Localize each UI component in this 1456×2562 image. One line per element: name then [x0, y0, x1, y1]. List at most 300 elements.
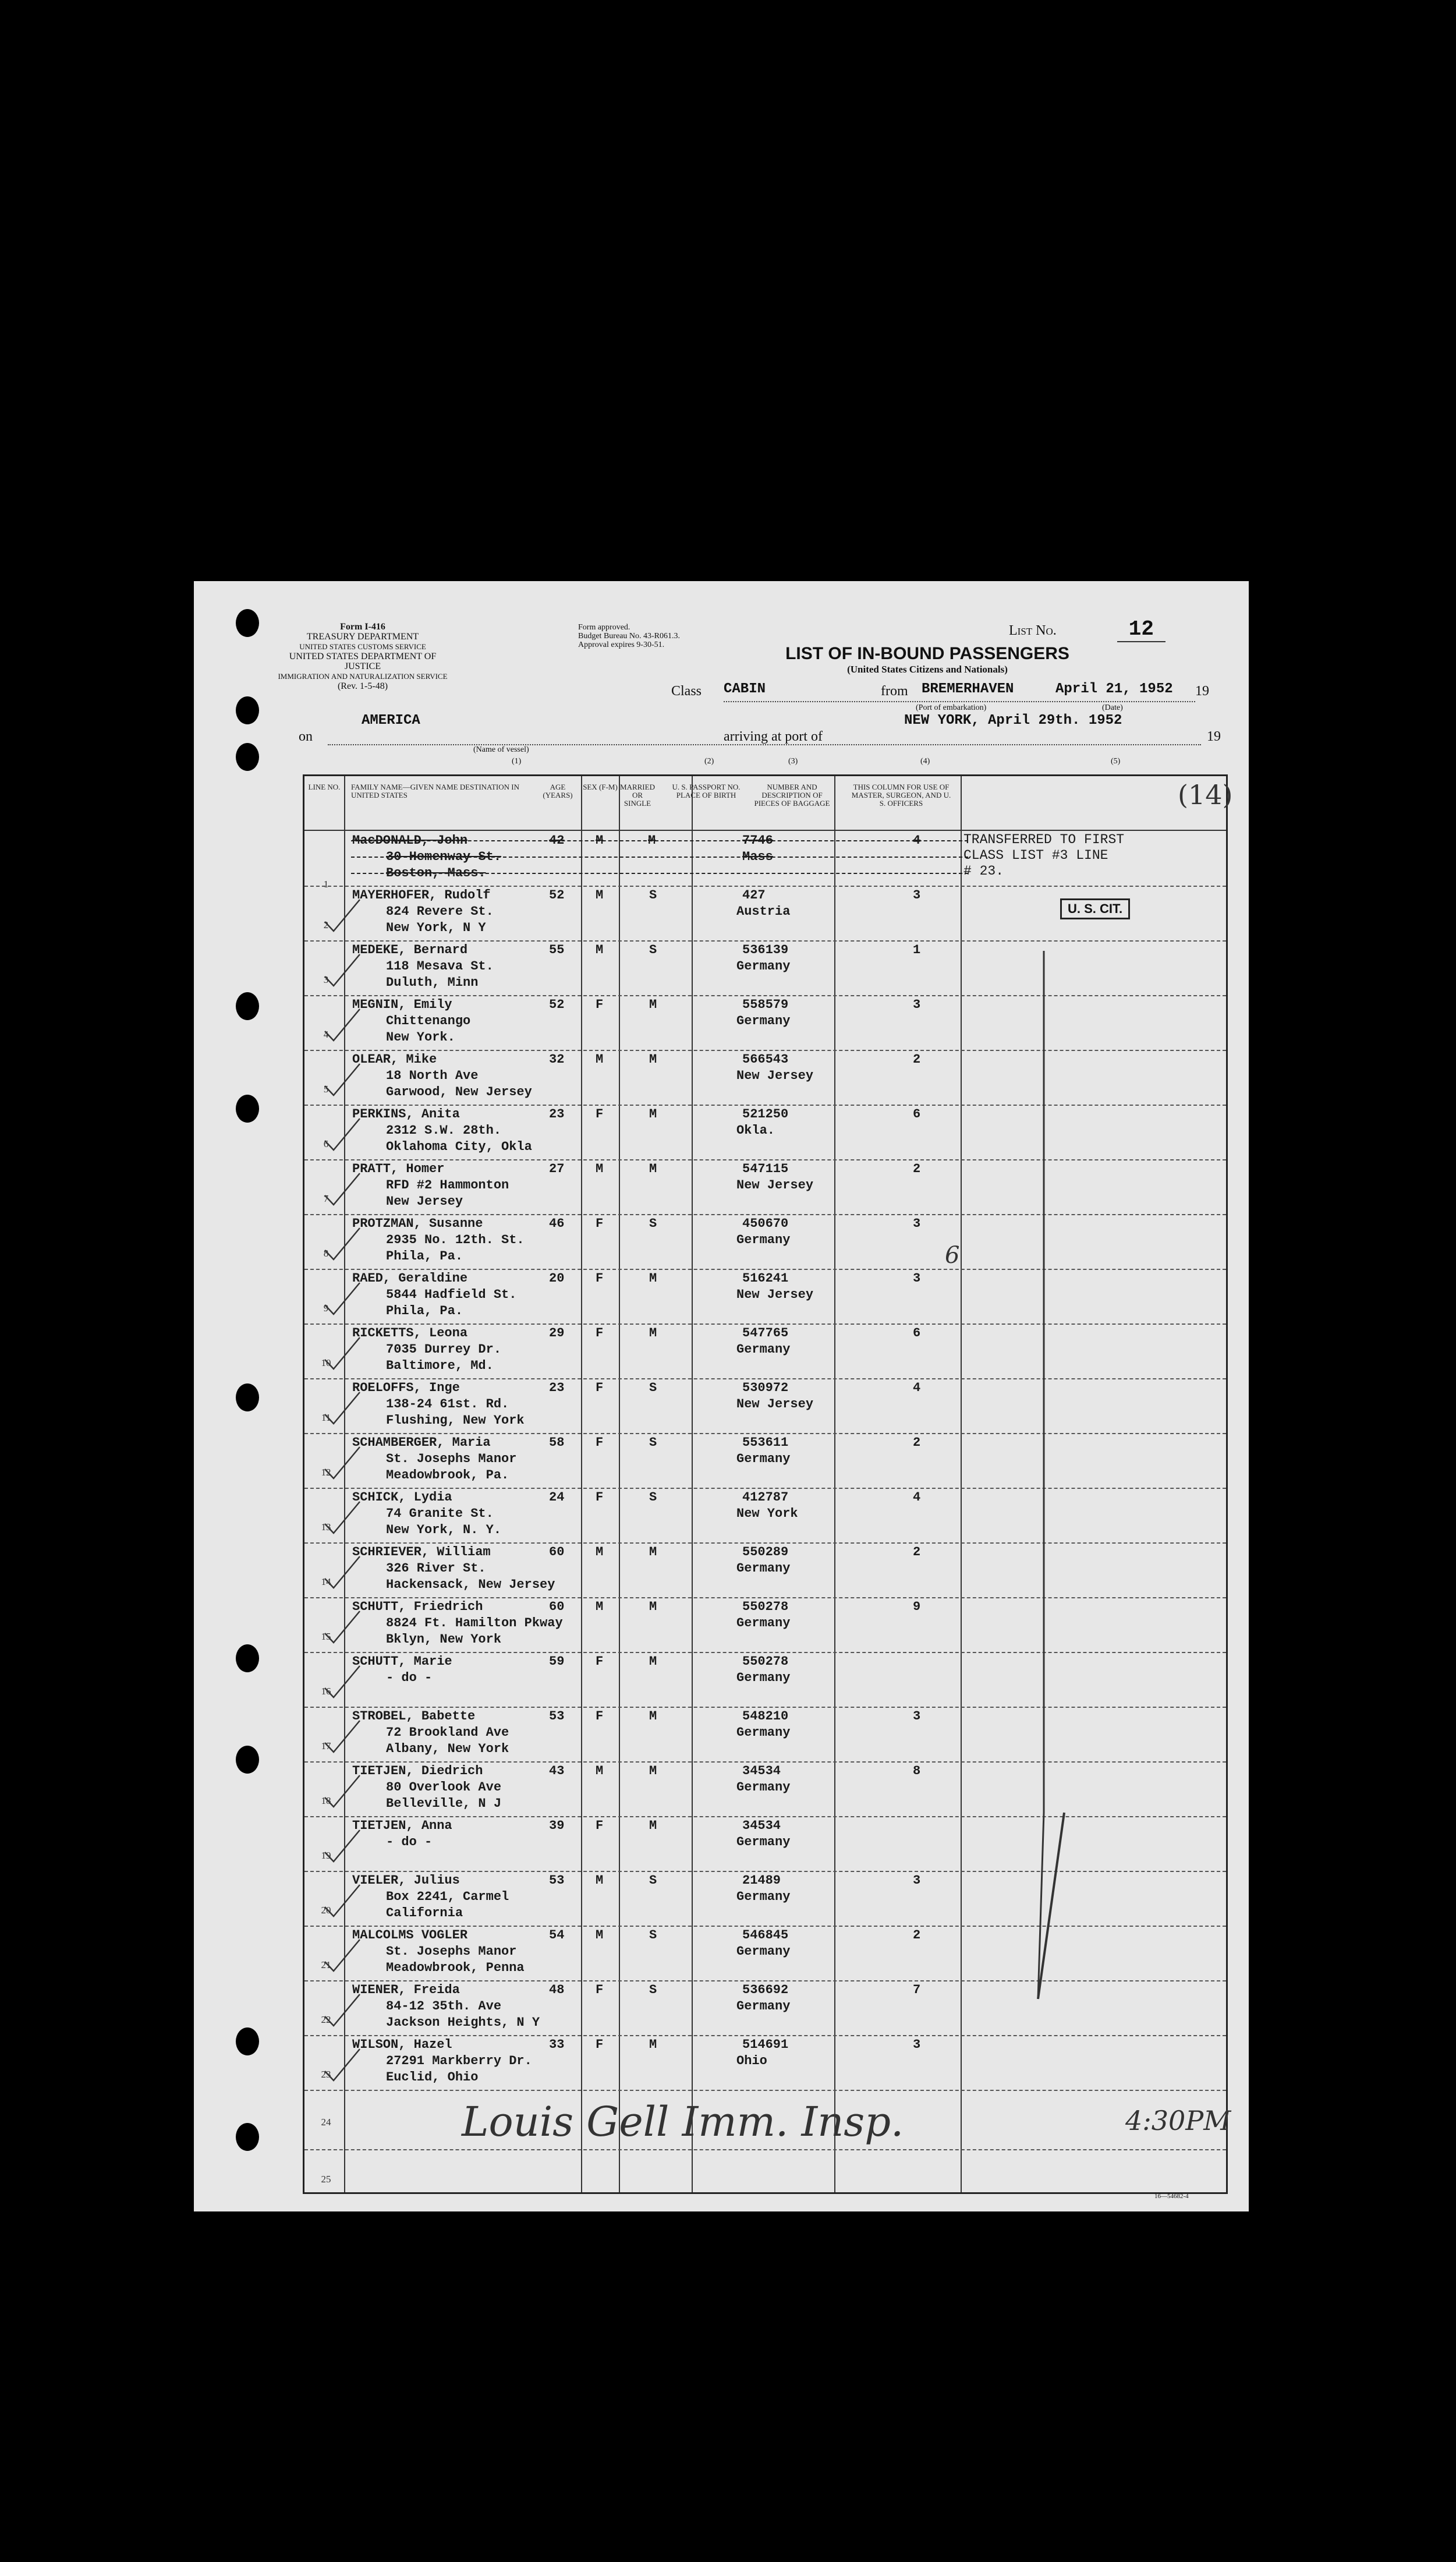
table-row: [304, 1215, 1226, 1270]
passenger-passport-no: 427: [742, 888, 766, 903]
table-row: [304, 1325, 1226, 1379]
passenger-address: St. Josephs Manor: [386, 1452, 517, 1466]
passenger-marital-status: M: [649, 1600, 657, 1614]
vessel-line: [299, 713, 1230, 742]
passenger-city: New Jersey: [386, 1194, 463, 1209]
passenger-birthplace: New York: [736, 1506, 798, 1521]
passenger-city: Hackensack, New Jersey: [386, 1577, 555, 1592]
passenger-city: Jackson Heights, N Y: [386, 2015, 540, 2030]
passenger-passport-no: 536139: [742, 943, 789, 957]
check-mark-icon: [322, 1336, 363, 1371]
passenger-baggage-count: 8: [913, 1764, 921, 1778]
struck-married: M: [648, 833, 656, 848]
passenger-address: Chittenango: [386, 1014, 471, 1028]
passenger-city: New York, N. Y.: [386, 1523, 502, 1537]
passenger-passport-no: 530972: [742, 1381, 789, 1395]
passenger-sex: F: [596, 1271, 604, 1286]
page-title: LIST OF IN-BOUND PASSENGERS: [785, 644, 1069, 663]
passenger-city: Bklyn, New York: [386, 1632, 502, 1647]
line-number: 4: [323, 1029, 329, 1040]
passenger-name: TIETJEN, Diedrich: [352, 1764, 483, 1778]
check-mark-icon: [322, 953, 363, 988]
passenger-marital-status: S: [649, 1435, 657, 1450]
dept-justice-sub: IMMIGRATION AND NATURALIZATION SERVICE: [278, 672, 448, 681]
passenger-sex: F: [596, 2037, 604, 2052]
passenger-baggage-count: 3: [913, 1873, 921, 1888]
footer-code: 16—54682-4: [1154, 2193, 1189, 2200]
passenger-name: PRATT, Homer: [352, 1162, 445, 1176]
passenger-baggage-count: 3: [913, 1216, 921, 1231]
punch-hole: [236, 992, 259, 1020]
passenger-baggage-count: 4: [913, 1490, 921, 1505]
check-mark-icon: [322, 1610, 363, 1645]
passenger-age: 46: [549, 1216, 565, 1231]
passenger-marital-status: M: [649, 1545, 657, 1559]
passenger-age: 43: [549, 1764, 565, 1778]
passenger-address: RFD #2 Hammonton: [386, 1178, 509, 1192]
passenger-birthplace: Germany: [736, 1233, 791, 1247]
passenger-sex: M: [596, 1052, 604, 1067]
passenger-birthplace: New Jersey: [736, 1287, 814, 1302]
list-no-label: List No.: [1009, 623, 1057, 638]
arriving-label: arriving at port of: [724, 729, 823, 744]
list-number-block: [1009, 617, 1207, 641]
passenger-birthplace: Germany: [736, 1014, 791, 1028]
passenger-sex: M: [596, 1600, 604, 1614]
passenger-marital-status: S: [649, 943, 657, 957]
passenger-baggage-count: 3: [913, 1271, 921, 1286]
passenger-marital-status: M: [649, 1107, 657, 1121]
passenger-city: New York, N Y: [386, 921, 486, 935]
line-number: 15: [321, 1631, 331, 1642]
passenger-age: 29: [549, 1326, 565, 1340]
passenger-city: Meadowbrook, Pa.: [386, 1468, 509, 1482]
col-number: (3): [788, 757, 798, 766]
signature-time: 4:30PM: [1125, 2105, 1231, 2136]
line-number: 8: [323, 1248, 329, 1259]
col-head-officers: THIS COLUMN FOR USE OF MASTER, SURGEON, AND U. S. OFFICERS: [851, 783, 951, 808]
punch-hole: [236, 1095, 259, 1123]
line-number: 11: [321, 1412, 331, 1423]
passenger-sex: F: [596, 997, 604, 1012]
arrival-value: NEW YORK, April 29th. 1952: [904, 713, 1122, 728]
check-mark-icon: [322, 1446, 363, 1481]
passenger-address: St. Josephs Manor: [386, 1944, 517, 1959]
check-mark-icon: [322, 1774, 363, 1809]
check-mark-icon: [322, 2048, 363, 2083]
check-mark-icon: [322, 1665, 363, 1700]
passenger-address: 326 River St.: [386, 1561, 486, 1576]
passenger-passport-no: 558579: [742, 997, 789, 1012]
passenger-age: 53: [549, 1873, 565, 1888]
passenger-address: 27291 Markberry Dr.: [386, 2054, 532, 2068]
passenger-baggage-count: 2: [913, 1162, 921, 1176]
check-mark-icon: [322, 1391, 363, 1426]
passenger-city: California: [386, 1906, 463, 1920]
vessel-value: AMERICA: [362, 713, 420, 728]
port-embark-caption: (Port of embarkation): [916, 703, 987, 712]
passenger-marital-status: M: [649, 1326, 657, 1340]
passenger-name: MALCOLMS VOGLER: [352, 1928, 468, 1942]
check-mark-icon: [322, 1555, 363, 1590]
passenger-age: 48: [549, 1983, 565, 1997]
passenger-marital-status: S: [649, 1873, 657, 1888]
passenger-baggage-count: 2: [913, 1928, 921, 1942]
passenger-marital-status: M: [649, 1162, 657, 1176]
passenger-passport-no: 547765: [742, 1326, 789, 1340]
table-row: [304, 1981, 1226, 2036]
class-from-line: [671, 681, 1230, 702]
form-header-left: [275, 622, 450, 691]
col-head-sex: SEX (F-M): [583, 783, 618, 791]
passenger-name: OLEAR, Mike: [352, 1052, 437, 1067]
table-row: [304, 942, 1226, 996]
punch-hole: [236, 1644, 259, 1672]
passenger-address: 2935 No. 12th. St.: [386, 1233, 525, 1247]
passenger-age: 52: [549, 997, 565, 1012]
line-number: 23: [321, 2069, 331, 2080]
line-number: 14: [321, 1576, 331, 1587]
line-number: 13: [321, 1521, 331, 1533]
class-label: Class: [671, 684, 702, 699]
passenger-age: 27: [549, 1162, 565, 1176]
passenger-name: SCHUTT, Friedrich: [352, 1600, 483, 1614]
passenger-age: 55: [549, 943, 565, 957]
check-mark-icon: [322, 1117, 363, 1152]
passenger-name: PERKINS, Anita: [352, 1107, 460, 1121]
passenger-passport-no: 546845: [742, 1928, 789, 1942]
passenger-city: Belleville, N J: [386, 1796, 502, 1811]
passenger-name: RICKETTS, Leona: [352, 1326, 468, 1340]
passenger-sex: F: [596, 1654, 604, 1669]
passenger-age: 23: [549, 1381, 565, 1395]
passenger-city: Phila, Pa.: [386, 1304, 463, 1318]
passenger-address: 7035 Durrey Dr.: [386, 1342, 502, 1357]
passenger-birthplace: Okla.: [736, 1123, 775, 1138]
passenger-baggage-count: 3: [913, 2037, 921, 2052]
passenger-sex: F: [596, 1709, 604, 1724]
line-number: 6: [323, 1138, 329, 1149]
passenger-name: SCHRIEVER, William: [352, 1545, 491, 1559]
passenger-birthplace: Ohio: [736, 2054, 767, 2068]
passenger-passport-no: 548210: [742, 1709, 789, 1724]
passenger-passport-no: 34534: [742, 1818, 781, 1833]
col-number: (5): [1111, 757, 1121, 766]
check-mark-icon: [322, 898, 363, 933]
passenger-sex: F: [596, 1490, 604, 1505]
passenger-age: 33: [549, 2037, 565, 2052]
passenger-address: 2312 S.W. 28th.: [386, 1123, 502, 1138]
dept-treasury: TREASURY DEPARTMENT: [306, 632, 419, 642]
passenger-passport-no: 536692: [742, 1983, 789, 1997]
verification-check-icon: [997, 939, 1067, 2022]
passenger-name: SCHUTT, Marie: [352, 1654, 452, 1669]
passenger-sex: F: [596, 1818, 604, 1833]
line-number: 2: [323, 919, 329, 930]
passenger-name: SCHICK, Lydia: [352, 1490, 452, 1505]
passenger-name: STROBEL, Babette: [352, 1709, 476, 1724]
table-row: [304, 1872, 1226, 1927]
line-number: 10: [321, 1357, 331, 1368]
passenger-birthplace: Germany: [736, 1342, 791, 1357]
passenger-address: - do -: [386, 1671, 433, 1685]
passenger-sex: M: [596, 943, 604, 957]
vessel-caption: (Name of vessel): [473, 745, 529, 754]
passenger-baggage-count: 6: [913, 1326, 921, 1340]
transfer-note-line: CLASS LIST #3 LINE: [963, 848, 1108, 863]
passenger-birthplace: Germany: [736, 1889, 791, 1904]
approval-line: Budget Bureau No. 43-R061.3.: [578, 632, 680, 640]
passenger-age: 52: [549, 888, 565, 903]
table-row: [304, 1653, 1226, 1708]
year-suffix: 19: [1195, 684, 1209, 699]
passenger-address: 74 Granite St.: [386, 1506, 494, 1521]
line-number: 12: [321, 1467, 331, 1478]
transfer-note: [963, 832, 1124, 879]
passenger-marital-status: M: [649, 1818, 657, 1833]
passenger-address: 80 Overlook Ave: [386, 1780, 502, 1795]
line-number: 18: [321, 1795, 331, 1806]
passenger-passport-no: 450670: [742, 1216, 789, 1231]
passenger-passport-no: 566543: [742, 1052, 789, 1067]
passenger-sex: F: [596, 1216, 604, 1231]
passenger-birthplace: Germany: [736, 1561, 791, 1576]
struck-passport: 7746: [742, 833, 773, 848]
passenger-address: 824 Revere St.: [386, 904, 494, 919]
passenger-baggage-count: 9: [913, 1600, 921, 1614]
line-number: 16: [321, 1686, 331, 1697]
table-row: [304, 1051, 1226, 1106]
check-mark-icon: [322, 1884, 363, 1919]
passenger-baggage-count: 2: [913, 1435, 921, 1450]
passenger-table: [303, 774, 1231, 2194]
table-row: [304, 1270, 1226, 1325]
passenger-address: - do -: [386, 1835, 433, 1849]
passenger-sex: F: [596, 1435, 604, 1450]
passenger-name: MEGNIN, Emily: [352, 997, 452, 1012]
passenger-passport-no: 550289: [742, 1545, 789, 1559]
passenger-birthplace: Germany: [736, 1725, 791, 1740]
passenger-birthplace: Germany: [736, 959, 791, 974]
struck-baggage: 4: [913, 833, 921, 848]
form-number: Form I-416: [340, 622, 385, 632]
passenger-name: WIENER, Freida: [352, 1983, 460, 1997]
approval-line: Approval expires 9-30-51.: [578, 640, 665, 649]
passenger-baggage-count: 6: [913, 1107, 921, 1121]
approval-block: [578, 623, 729, 649]
line-number: 25: [321, 2174, 331, 2185]
passenger-marital-status: M: [649, 1764, 657, 1778]
passenger-marital-status: M: [649, 2037, 657, 2052]
passenger-birthplace: Germany: [736, 1452, 791, 1466]
passenger-name: VIELER, Julius: [352, 1873, 460, 1888]
line-number: 24: [321, 2117, 331, 2128]
passenger-address: 138-24 61st. Rd.: [386, 1397, 509, 1411]
passenger-passport-no: 550278: [742, 1654, 789, 1669]
table-row: [304, 1708, 1226, 1763]
col-head-passport: U. S. PASSPORT NO. PLACE OF BIRTH: [672, 783, 741, 799]
year-suffix: 19: [1207, 729, 1221, 744]
passenger-name: MAYERHOFER, Rudolf: [352, 888, 491, 903]
passenger-baggage-count: 2: [913, 1545, 921, 1559]
passenger-name: MEDEKE, Bernard: [352, 943, 468, 957]
passenger-address: 118 Mesava St.: [386, 959, 494, 974]
approval-line: Form approved.: [578, 623, 630, 632]
passenger-passport-no: 516241: [742, 1271, 789, 1286]
col-head-married: MARRIED OR SINGLE: [620, 783, 655, 808]
check-mark-icon: [322, 1008, 363, 1043]
margin-note-6: 6: [945, 1242, 960, 1269]
line-number: 21: [321, 1959, 331, 1970]
dept-justice: UNITED STATES DEPARTMENT OF JUSTICE: [289, 652, 437, 671]
transfer-note-line: # 23.: [963, 864, 1004, 879]
passenger-address: 8824 Ft. Hamilton Pkway: [386, 1616, 563, 1630]
passenger-passport-no: 34534: [742, 1764, 781, 1778]
passenger-age: 32: [549, 1052, 565, 1067]
passenger-city: Euclid, Ohio: [386, 2070, 479, 2085]
col-head-name: FAMILY NAME—GIVEN NAME DESTINATION IN UNITED STATES: [351, 783, 520, 799]
passenger-marital-status: S: [649, 1381, 657, 1395]
passenger-marital-status: S: [649, 1490, 657, 1505]
passenger-birthplace: Germany: [736, 1944, 791, 1959]
check-mark-icon: [322, 1993, 363, 2028]
passenger-marital-status: S: [649, 888, 657, 903]
passenger-passport-no: 550278: [742, 1600, 789, 1614]
passenger-sex: F: [596, 1326, 604, 1340]
check-mark-icon: [322, 1501, 363, 1535]
passenger-baggage-count: 1: [913, 943, 921, 957]
passenger-age: 60: [549, 1600, 565, 1614]
check-mark-icon: [322, 1829, 363, 1864]
line-number: 9: [323, 1303, 329, 1314]
passenger-birthplace: Germany: [736, 1999, 791, 2013]
check-mark-icon: [322, 1719, 363, 1754]
class-value: CABIN: [724, 681, 766, 697]
passenger-birthplace: Germany: [736, 1835, 791, 1849]
table-row: [304, 2036, 1226, 2091]
line-number: 17: [321, 1740, 331, 1751]
passenger-name: ROELOFFS, Inge: [352, 1381, 460, 1395]
passenger-name: RAED, Geraldine: [352, 1271, 468, 1286]
passenger-age: 39: [549, 1818, 565, 1833]
passenger-marital-status: M: [649, 997, 657, 1012]
table-row: [304, 1817, 1226, 1872]
inspector-signature: Louis Gell Imm. Insp.: [462, 2098, 904, 2146]
passenger-age: 20: [549, 1271, 565, 1286]
check-mark-icon: [322, 1227, 363, 1262]
passenger-age: 54: [549, 1928, 565, 1942]
table-row: [304, 1598, 1226, 1653]
passenger-city: Duluth, Minn: [386, 975, 479, 990]
line-number: 20: [321, 1905, 331, 1916]
table-row: [304, 1927, 1226, 1981]
punch-hole: [236, 743, 259, 771]
passenger-city: Garwood, New Jersey: [386, 1085, 532, 1099]
passenger-age: 23: [549, 1107, 565, 1121]
passenger-marital-status: M: [649, 1709, 657, 1724]
passenger-marital-status: S: [649, 1216, 657, 1231]
punch-hole: [236, 1746, 259, 1774]
check-mark-icon: [322, 1282, 363, 1317]
passenger-sex: M: [596, 1162, 604, 1176]
passenger-passport-no: 553611: [742, 1435, 789, 1450]
passenger-sex: M: [596, 888, 604, 903]
passenger-baggage-count: 3: [913, 888, 921, 903]
passenger-baggage-count: 2: [913, 1052, 921, 1067]
passenger-address: 18 North Ave: [386, 1068, 479, 1083]
passenger-name: TIETJEN, Anna: [352, 1818, 452, 1833]
passenger-name: SCHAMBERGER, Maria: [352, 1435, 491, 1450]
transfer-note-line: TRANSFERRED TO FIRST: [963, 832, 1125, 847]
passenger-age: 60: [549, 1545, 565, 1559]
passenger-sex: M: [596, 1928, 604, 1942]
passenger-city: Albany, New York: [386, 1742, 509, 1756]
passenger-age: 53: [549, 1709, 565, 1724]
check-mark-icon: [322, 1063, 363, 1098]
col-number: (2): [704, 757, 714, 766]
col-head-age: AGE (YEARS): [543, 783, 573, 799]
passenger-address: 84-12 35th. Ave: [386, 1999, 502, 2013]
line-number: 5: [323, 1084, 329, 1095]
title-block: [753, 644, 1102, 675]
col-number: (4): [920, 757, 930, 766]
passenger-baggage-count: 4: [913, 1381, 921, 1395]
col-number: (1): [512, 757, 522, 766]
passenger-age: 59: [549, 1654, 565, 1669]
check-mark-icon: [322, 1938, 363, 1973]
passenger-passport-no: 412787: [742, 1490, 789, 1505]
line-number: 3: [323, 974, 329, 985]
table-row: [304, 1544, 1226, 1598]
passenger-address: Box 2241, Carmel: [386, 1889, 509, 1904]
passenger-baggage-count: 7: [913, 1983, 921, 1997]
passenger-address: 5844 Hadfield St.: [386, 1287, 517, 1302]
citizenship-stamp: U. S. CIT.: [1060, 898, 1130, 919]
passenger-passport-no: 21489: [742, 1873, 781, 1888]
passenger-sex: F: [596, 1107, 604, 1121]
table-row: [304, 1160, 1226, 1215]
list-no-value: 12: [1117, 617, 1165, 642]
passenger-birthplace: Germany: [736, 1780, 791, 1795]
passenger-marital-status: M: [649, 1271, 657, 1286]
form-rev: (Rev. 1-5-48): [337, 681, 388, 691]
passenger-marital-status: S: [649, 1928, 657, 1942]
passenger-marital-status: S: [649, 1983, 657, 1997]
punch-hole: [236, 1383, 259, 1411]
page-subtitle: (United States Citizens and Nationals): [847, 664, 1008, 675]
passenger-birthplace: Austria: [736, 904, 791, 919]
table-row: [304, 1106, 1226, 1160]
passenger-birthplace: New Jersey: [736, 1178, 814, 1192]
table-row: [304, 1434, 1226, 1489]
passenger-sex: F: [596, 1983, 604, 1997]
passenger-city: Flushing, New York: [386, 1413, 525, 1428]
table-row: [304, 996, 1226, 1051]
line-number: 1: [323, 879, 329, 890]
from-label: from: [881, 684, 908, 699]
passenger-passport-no: 547115: [742, 1162, 789, 1176]
passenger-age: 58: [549, 1435, 565, 1450]
struck-birth: Mass: [742, 850, 773, 864]
passenger-baggage-count: 3: [913, 997, 921, 1012]
passenger-birthplace: New Jersey: [736, 1397, 814, 1411]
passenger-marital-status: M: [649, 1654, 657, 1669]
punch-hole: [236, 2027, 259, 2055]
date-value: April 21, 1952: [1055, 681, 1173, 697]
date-caption: (Date): [1102, 703, 1123, 712]
from-value: BREMERHAVEN: [922, 681, 1014, 697]
passenger-birthplace: Germany: [736, 1616, 791, 1630]
